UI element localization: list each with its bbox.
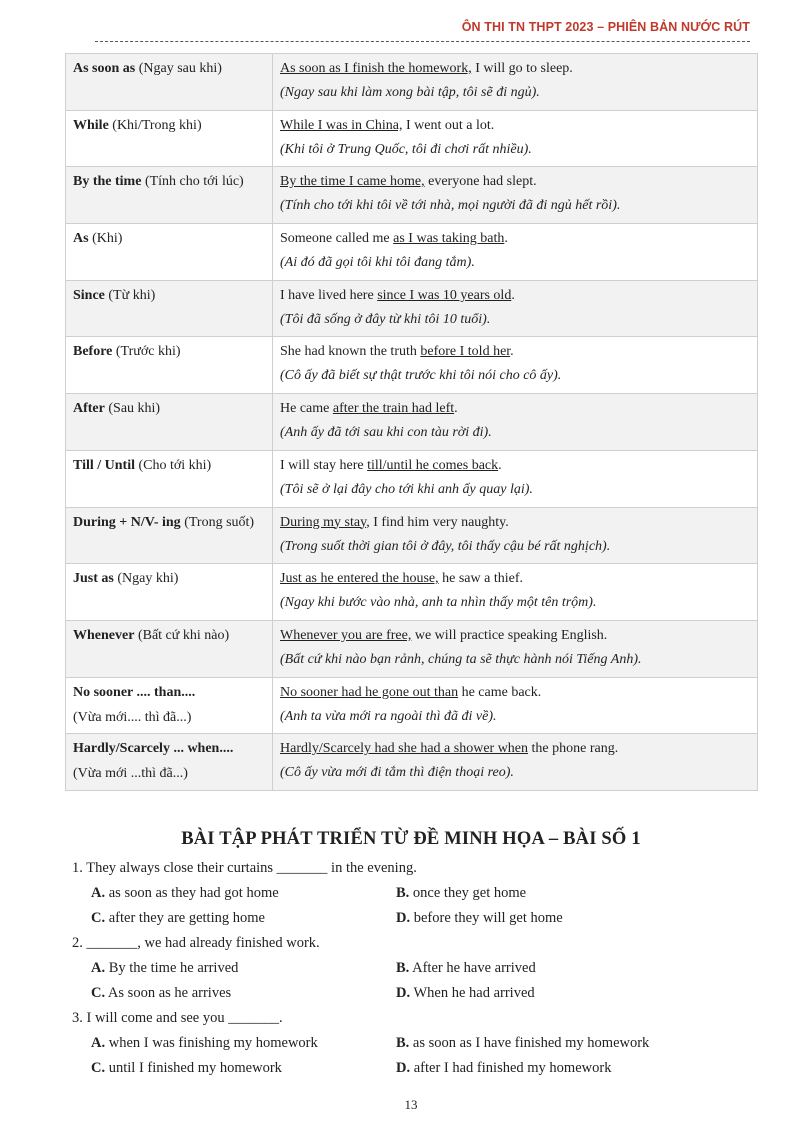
- conjunction-term: While: [73, 117, 109, 133]
- example-translation: (Ai đó đã gọi tôi khi tôi đang tắm).: [280, 255, 475, 271]
- conjunction-cell: [66, 620, 273, 677]
- answer-option[interactable]: [396, 985, 535, 1002]
- table-row: [66, 734, 758, 791]
- example-clause: Just as he entered the house,: [280, 571, 439, 587]
- conjunction-term: Just as: [73, 571, 114, 587]
- example-translation: (Ngay khi bước vào nhà, anh ta nhìn thấy một tên trộm).: [280, 595, 597, 611]
- table-row: [66, 167, 758, 224]
- option-letter: A.: [91, 960, 106, 976]
- option-text: until I finished my homework: [105, 1060, 282, 1076]
- option-text: As soon as he arrives: [105, 985, 232, 1001]
- conjunction-meaning: (Cho tới khi): [134, 457, 212, 473]
- conjunction-cell: [66, 507, 273, 564]
- example-cell: [273, 54, 758, 111]
- option-text: when I was finishing my homework: [105, 1035, 318, 1051]
- example-text: the phone rang.: [528, 741, 619, 757]
- table-row: [66, 337, 758, 394]
- answer-option[interactable]: [396, 910, 563, 927]
- example-cell: [273, 620, 758, 677]
- header-divider: [95, 41, 750, 42]
- example-clause: Hardly/Scarcely had she had a shower when: [280, 741, 529, 757]
- table-row: [66, 450, 758, 507]
- example-text: He came: [280, 401, 333, 417]
- example-translation: (Trong suốt thời gian tôi ở đây, tôi thấy cậu bé rất nghịch).: [280, 538, 611, 554]
- example-text: .: [454, 401, 458, 417]
- conjunction-meaning: (Trước khi): [112, 344, 181, 360]
- answer-option[interactable]: [91, 985, 231, 1002]
- example-translation: (Tôi đã sống ở đây từ khi tôi 10 tuổi).: [280, 311, 491, 327]
- conjunction-term: Before: [73, 344, 113, 360]
- conjunction-cell: [66, 677, 273, 734]
- example-cell: [273, 450, 758, 507]
- conjunction-term: During + N/V- ing: [73, 514, 181, 530]
- example-text: we will practice speaking English.: [411, 627, 608, 643]
- table-row: [66, 224, 758, 281]
- option-letter: C.: [91, 1060, 106, 1076]
- conjunction-cell: [66, 110, 273, 167]
- example-text: he came back.: [458, 684, 542, 700]
- option-letter: D.: [396, 1060, 411, 1076]
- option-letter: B.: [396, 1035, 410, 1051]
- conjunction-cell: [66, 450, 273, 507]
- example-translation: (Cô ấy vừa mới đi tắm thì điện thoại reo).: [280, 765, 514, 781]
- option-letter: D.: [396, 985, 411, 1001]
- answer-option[interactable]: [396, 960, 536, 977]
- conjunction-term: By the time: [73, 174, 142, 190]
- option-letter: A.: [91, 1035, 106, 1051]
- table-row: [66, 394, 758, 451]
- example-clause: after the train had left: [332, 401, 455, 417]
- table-row: [66, 280, 758, 337]
- example-translation: (Tôi sẽ ở lại đây cho tới khi anh ấy quay lại).: [280, 481, 533, 497]
- conjunction-term: As: [73, 231, 89, 247]
- conjunction-cell: [66, 394, 273, 451]
- conjunction-term: After: [73, 401, 105, 417]
- example-clause: since I was 10 years old: [377, 287, 512, 303]
- example-cell: [273, 110, 758, 167]
- table-row: [66, 564, 758, 621]
- example-cell: [273, 507, 758, 564]
- question-stem: 2. _______, we had already finished work.: [72, 935, 320, 951]
- answer-option[interactable]: [91, 960, 238, 977]
- answer-option[interactable]: [396, 885, 526, 902]
- header-title: ÔN THI TN THPT 2023 – PHIÊN BẢN NƯỚC RÚT: [461, 20, 750, 34]
- option-text: after they are getting home: [105, 910, 265, 926]
- conjunction-cell: [66, 564, 273, 621]
- conjunction-term: As soon as: [73, 61, 136, 76]
- question-stem: 3. I will come and see you _______.: [72, 1010, 283, 1026]
- conjunction-cell: [66, 337, 273, 394]
- page-number: 13: [404, 1097, 418, 1112]
- conjunction-meaning: (Tính cho tới lúc): [141, 174, 244, 190]
- conjunction-cell: [66, 54, 273, 111]
- conjunction-meaning: (Từ khi): [104, 287, 156, 303]
- conjunction-meaning-vi: (Vừa mới.... thì đã...): [73, 709, 192, 725]
- example-translation: (Ngay sau khi làm xong bài tập, tôi sẽ đi ngủ).: [280, 85, 540, 100]
- answer-option[interactable]: [396, 1035, 649, 1052]
- conjunction-table: [65, 53, 758, 791]
- option-text: before they will get home: [410, 910, 563, 926]
- example-translation: (Khi tôi ở Trung Quốc, tôi đi chơi rất nhiều).: [280, 141, 532, 157]
- conjunction-cell: [66, 280, 273, 337]
- example-text: everyone had slept.: [424, 174, 537, 190]
- example-text: Someone called me: [280, 231, 394, 247]
- conjunction-term: Since: [73, 287, 105, 303]
- example-clause: as I was taking bath: [393, 231, 505, 247]
- example-translation: (Tính cho tới khi tôi về tới nhà, mọi người đã đi ngủ hết rồi).: [280, 198, 621, 214]
- conjunction-term: Hardly/Scarcely ... when....: [73, 741, 234, 757]
- table-row: [66, 110, 758, 167]
- example-text: .: [504, 231, 508, 247]
- example-text: I have lived here: [280, 287, 378, 303]
- question-stem: 1. They always close their curtains _______ in the evening.: [72, 860, 417, 876]
- example-clause: As soon as I finish the homework,: [280, 61, 472, 76]
- answer-option[interactable]: [91, 885, 279, 902]
- example-cell: [273, 564, 758, 621]
- example-cell: [273, 734, 758, 791]
- conjunction-cell: [66, 224, 273, 281]
- conjunction-meaning-vi: (Vừa mới ...thì đã...): [73, 766, 188, 782]
- option-letter: A.: [91, 885, 106, 901]
- option-text: as soon as they had got home: [105, 885, 279, 901]
- table-row: [66, 677, 758, 734]
- example-text: he saw a thief.: [438, 571, 523, 587]
- option-text: After he have arrived: [409, 960, 536, 976]
- example-cell: [273, 224, 758, 281]
- example-translation: (Anh ấy đã tới sau khi con tàu rời đi).: [280, 425, 492, 441]
- example-text: .: [498, 457, 502, 473]
- example-translation: (Cô ấy đã biết sự thật trước khi tôi nói cho cô ấy).: [280, 368, 562, 384]
- example-text: She had known the truth: [280, 344, 421, 360]
- option-letter: D.: [396, 910, 411, 926]
- example-text: I went out a lot.: [402, 117, 495, 133]
- table-row: [66, 620, 758, 677]
- answer-option[interactable]: [91, 910, 265, 927]
- example-clause: Whenever you are free,: [280, 627, 412, 643]
- conjunction-meaning: (Ngay khi): [113, 571, 179, 587]
- conjunction-cell: [66, 167, 273, 224]
- conjunction-meaning: (Khi): [88, 231, 123, 247]
- option-letter: C.: [91, 910, 106, 926]
- conjunction-term: Till / Until: [73, 457, 135, 473]
- example-text: .: [510, 344, 514, 360]
- example-clause: till/until he comes back: [367, 457, 499, 473]
- conjunction-meaning: (Bất cứ khi nào): [134, 627, 230, 643]
- example-clause: No sooner had he gone out than: [280, 684, 459, 700]
- conjunction-meaning: (Trong suốt): [180, 514, 255, 530]
- answer-option[interactable]: [91, 1060, 282, 1077]
- example-clause: By the time I came home,: [280, 174, 425, 190]
- table-row: [66, 54, 758, 111]
- example-cell: [273, 167, 758, 224]
- example-text: I will go to sleep.: [471, 61, 573, 76]
- option-text: When he had arrived: [410, 985, 535, 1001]
- option-text: By the time he arrived: [105, 960, 239, 976]
- example-cell: [273, 280, 758, 337]
- example-cell: [273, 337, 758, 394]
- option-letter: B.: [396, 885, 410, 901]
- example-cell: [273, 677, 758, 734]
- example-text: I find him very naughty.: [369, 514, 509, 530]
- conjunction-meaning: (Ngay sau khi): [135, 61, 222, 76]
- exercise-title: BÀI TẬP PHÁT TRIỂN TỪ ĐỀ MINH HỌA – BÀI SỐ 1: [181, 829, 641, 849]
- conjunction-term: No sooner .... than....: [73, 684, 196, 700]
- answer-option[interactable]: [91, 1035, 318, 1052]
- option-text: as soon as I have finished my homework: [409, 1035, 650, 1051]
- option-letter: C.: [91, 985, 106, 1001]
- example-text: I will stay here: [280, 457, 368, 473]
- example-text: .: [511, 287, 515, 303]
- conjunction-cell: [66, 734, 273, 791]
- option-text: once they get home: [409, 885, 527, 901]
- example-clause: While I was in China,: [280, 117, 403, 133]
- conjunction-meaning: (Khi/Trong khi): [108, 117, 202, 133]
- example-translation: (Bất cứ khi nào bạn rảnh, chúng ta sẽ thực hành nói Tiếng Anh).: [280, 651, 642, 667]
- option-text: after I had finished my homework: [410, 1060, 612, 1076]
- example-clause: before I told her: [420, 344, 511, 360]
- table-row: [66, 507, 758, 564]
- example-translation: (Anh ta vừa mới ra ngoài thì đã đi về).: [280, 708, 497, 724]
- conjunction-term: Whenever: [73, 627, 135, 643]
- example-cell: [273, 394, 758, 451]
- answer-option[interactable]: [396, 1060, 611, 1077]
- conjunction-meaning: (Sau khi): [104, 401, 161, 417]
- option-letter: B.: [396, 960, 410, 976]
- example-clause: During my stay,: [280, 514, 370, 530]
